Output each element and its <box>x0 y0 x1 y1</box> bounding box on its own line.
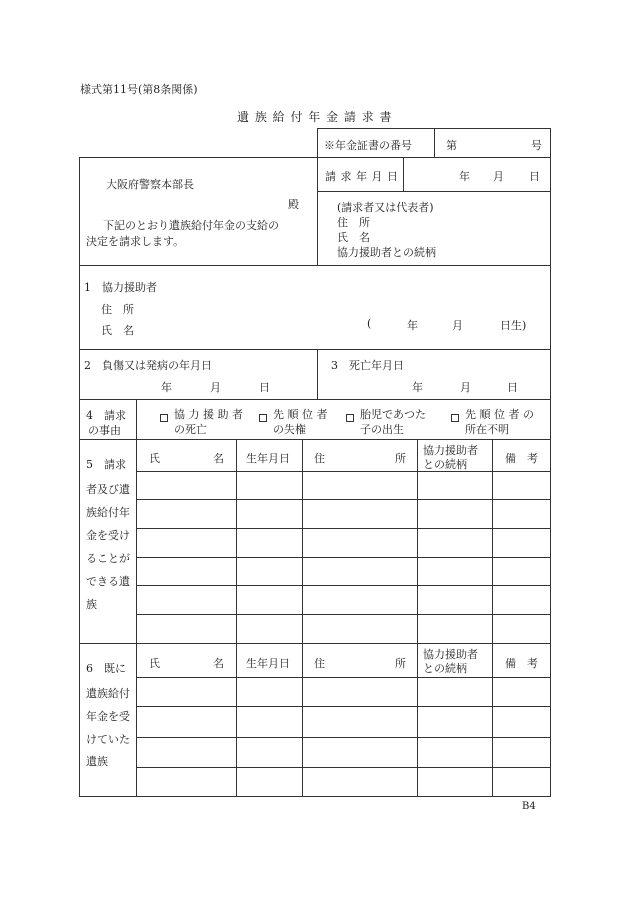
s6-col-name-right: 名 <box>213 657 224 670</box>
claimant-address: 住 所 <box>337 216 370 229</box>
reason-2-line-2: の失権 <box>273 423 306 436</box>
section5-label-1: 5 請求 <box>86 458 126 471</box>
claim-date-day: 日 <box>529 170 540 183</box>
section5-label-2: 者及び遺 <box>86 483 130 496</box>
form-main-frame <box>79 157 551 797</box>
reason-checkbox-2[interactable] <box>259 414 267 422</box>
claim-date-month: 月 <box>493 170 504 183</box>
recipient: 大阪府警察本部長 <box>106 178 194 191</box>
cert-number-go: 号 <box>531 139 542 152</box>
section3-day: 日 <box>507 381 518 394</box>
request-line-1: 下記のとおり遺族給付年金の支給の <box>103 219 279 232</box>
section1-title: 1 協力援助者 <box>84 281 157 294</box>
section3-title: 3 死亡年月日 <box>331 359 404 372</box>
request-line-2: 決定を請求します。 <box>86 235 185 248</box>
s5-col-birth: 生年月日 <box>246 452 290 465</box>
s5-col-name-left: 氏 <box>149 452 160 465</box>
s5-col-remarks: 備 考 <box>505 452 538 465</box>
claim-date-year: 年 <box>459 170 470 183</box>
section6-label-4: けていた <box>86 733 130 746</box>
s6-col-name-left: 氏 <box>149 657 160 670</box>
section1-name: 氏 名 <box>101 324 134 337</box>
section4-label-2: の事由 <box>88 424 121 437</box>
reason-4-line-2: 所在不明 <box>465 423 509 436</box>
section1-month: 月 <box>452 319 463 332</box>
section5-label-6: できる遺 <box>86 575 130 588</box>
section4-label-1: 4 請求 <box>86 409 126 422</box>
s5-col-addr-right: 所 <box>395 452 406 465</box>
s5-col-addr-left: 住 <box>314 452 325 465</box>
section5-label-7: 族 <box>86 598 97 611</box>
reason-2-line-1: 先 順 位 者 <box>273 408 328 421</box>
reason-checkbox-4[interactable] <box>451 414 459 422</box>
section5-label-4: 金を受け <box>86 529 130 542</box>
section2-day: 日 <box>259 381 270 394</box>
s6-col-remarks: 備 考 <box>505 657 538 670</box>
section1-address: 住 所 <box>101 303 134 316</box>
s6-col-addr-left: 住 <box>314 657 325 670</box>
section6-label-5: 遺族 <box>86 755 108 768</box>
cert-number-label: ※年金証書の番号 <box>324 139 412 152</box>
section3-month: 月 <box>460 381 471 394</box>
reason-1-line-1: 協 力 援 助 者 <box>174 408 243 421</box>
dono: 殿 <box>288 198 299 211</box>
s5-col-relation-2: との続柄 <box>423 458 467 471</box>
s5-col-relation-1: 協力援助者 <box>423 444 478 457</box>
s6-col-birth: 生年月日 <box>246 657 290 670</box>
section2-month: 月 <box>210 381 221 394</box>
claimant-relation: 協力援助者との続柄 <box>337 246 436 259</box>
s5-col-name-right: 名 <box>213 452 224 465</box>
reason-checkbox-1[interactable] <box>160 414 168 422</box>
section1-year: 年 <box>407 319 418 332</box>
reason-4-line-1: 先 順 位 者 の <box>465 408 534 421</box>
claim-date-label: 請 求 年 月 日 <box>325 170 399 183</box>
section1-birth-open: ( <box>367 317 372 330</box>
section6-label-2: 遺族給付 <box>86 687 130 700</box>
section5-label-5: ることが <box>86 552 130 565</box>
claimant-header: (請求者又は代表者) <box>337 201 434 214</box>
page-title: 遺 族 給 付 年 金 請 求 書 <box>237 110 393 124</box>
section6-label-3: 年金を受 <box>86 710 130 723</box>
form-number: 様式第11号(第8条関係) <box>80 83 198 96</box>
section5-label-3: 族給付年 <box>86 506 130 519</box>
claimant-name: 氏 名 <box>337 231 370 244</box>
section3-year: 年 <box>412 381 423 394</box>
reason-3-line-2: 子の出生 <box>360 423 404 436</box>
reason-checkbox-3[interactable] <box>346 414 354 422</box>
s6-col-addr-right: 所 <box>395 657 406 670</box>
reason-3-line-1: 胎児であつた <box>360 408 426 421</box>
s6-col-relation-2: との続柄 <box>423 662 467 675</box>
paper-size: B4 <box>522 801 536 812</box>
section1-birth-close: 日生) <box>500 319 527 332</box>
section2-title: 2 負傷又は発病の年月日 <box>84 359 212 372</box>
reason-1-line-2: の死亡 <box>174 423 207 436</box>
cert-number-dai: 第 <box>446 139 457 152</box>
section2-year: 年 <box>161 381 172 394</box>
s6-col-relation-1: 協力援助者 <box>423 648 478 661</box>
section6-label-1: 6 既に <box>86 662 126 675</box>
